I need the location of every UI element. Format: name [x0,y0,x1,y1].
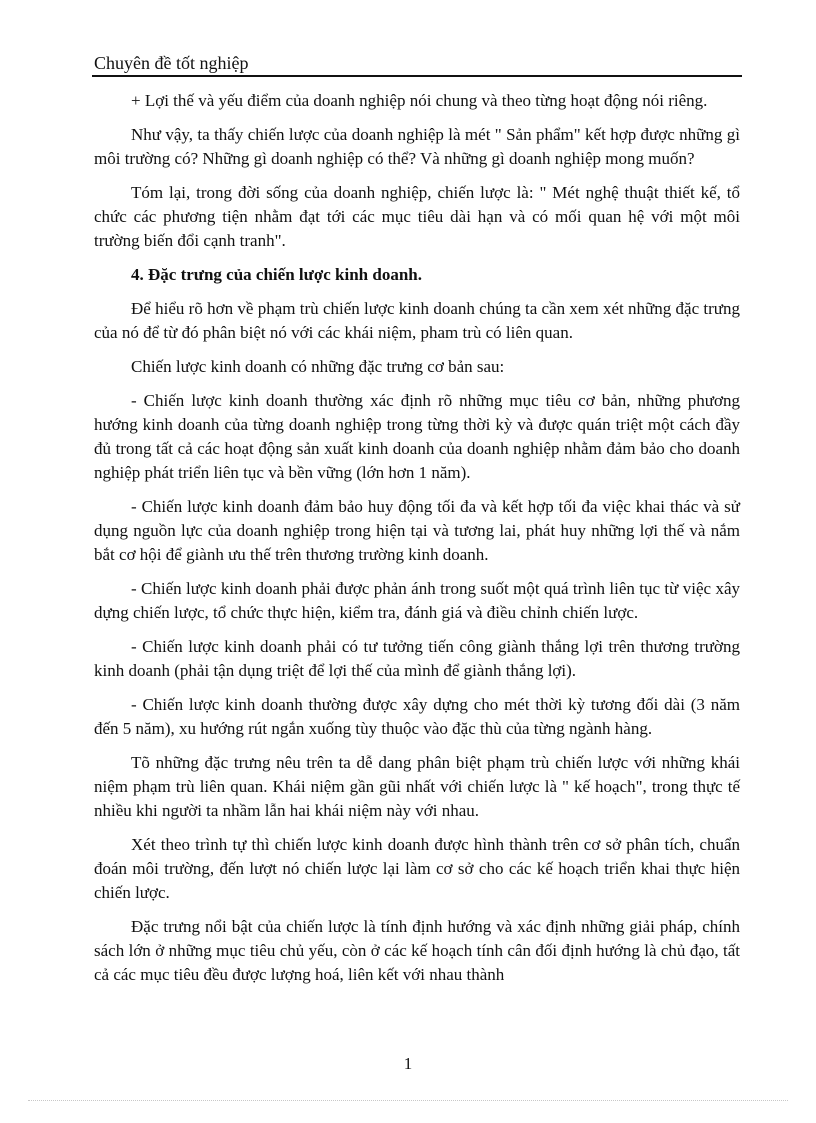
paragraph-summary: Tóm lại, trong đời sống của doanh nghiệp, chiến lược là: " Mét nghệ thuật thiết kế, tổ chức các phương tiện nhằm đạt tới các mục tiêu dài hạn và có mối quan hệ với một môi trường biến đổi cạnh tranh". [94,183,740,250]
paragraph-characteristics-lead: Chiến lược kinh doanh có những đặc trưng cơ bản sau: [131,357,505,376]
paragraph-intro: Để hiểu rõ hơn về phạm trù chiến lược kinh doanh chúng ta cần xem xét những đặc trưng của nó để từ đó phân biệt nó với các khái niệm, pham trù có liên quan. [94,299,740,342]
page-number: 1 [403,1054,413,1073]
paragraph-sequence: Xét theo trình tự thì chiến lược kinh doanh được hình thành trên cơ sở phân tích, chuẩn đoán môi trường, đến lượt nó chiến lược lại làm cơ sở cho các kế hoạch triển khai thực hiện chiến lược. [94,835,740,902]
page-bottom-divider [28,1100,788,1101]
list-item-timeframe: - Chiến lược kinh doanh thường được xây dựng cho mét thời kỳ tương đối dài (3 năm đến 5 năm), xu hướng rút ngắn xuống tùy thuộc vào đặc thù của từng ngành hàng. [94,695,740,738]
paragraph-orientation: Đặc trưng nổi bật của chiến lược là tính định hướng và xác định những giải pháp, chính sách lớn ở những mục tiêu chủ yếu, còn ở các kế hoạch tính cân đối định hướng là chủ đạo, tất cả các mục tiêu đều được lượng hoá, liên kết với nhau thành [94,917,740,984]
list-item-resources: - Chiến lược kinh doanh đảm bảo huy động tối đa và kết hợp tối đa việc khai thác và sử dụng nguồn lực của doanh nghiệp trong hiện tại và tương lai, phát huy những lợi thế và nắm bắt cơ hội để giành ưu thế trên thương trường kinh doanh. [94,497,740,564]
list-item-process: - Chiến lược kinh doanh phải được phản ánh trong suốt một quá trình liên tục từ việc xây dựng chiến lược, tổ chức thực hiện, kiểm tra, đánh giá và điều chỉnh chiến lược. [94,579,740,622]
list-item-offensive: - Chiến lược kinh doanh phải có tư tưởng tiến công giành thắng lợi trên thương trường kinh doanh (phải tận dụng triệt để lợi thế của mình để giành thắng lợi). [94,637,740,680]
paragraph-distinction: Tõ những đặc trưng nêu trên ta dễ dang phân biệt phạm trù chiến lược với những khái niệm phạm trù liên quan. Khái niệm gần gũi nhất với chiến lược là " kế hoạch", trong thực tế nhiều khi người ta nhầm lẫn hai khái niệm này với nhau. [94,753,740,820]
header-divider [92,75,742,77]
section-heading: 4. Đặc trưng của chiến lược kinh doanh. [131,265,422,284]
page-header-title: Chuyên đề tốt nghiệp [94,53,249,73]
paragraph-advantages: + Lợi thế và yếu điểm của doanh nghiệp nói chung và theo từng hoạt động nói riêng. [131,91,708,110]
list-item-goals: - Chiến lược kinh doanh thường xác định rõ những mục tiêu cơ bản, những phương hướng kinh doanh của từng doanh nghiệp trong từng thời kỳ và được quán triệt một cách đầy đủ trong tất cả các hoạt động sản xuất kinh doanh của doanh nghiệp nhằm đảm bảo cho doanh nghiệp phát triển liên tục và bền vững (lớn hơn 1 năm). [94,391,740,482]
document-body [94,89,740,997]
paragraph-product: Như vậy, ta thấy chiến lược của doanh nghiệp là mét " Sản phẩm" kết hợp được những gì môi trường có? Những gì doanh nghiệp có thể? Và những gì doanh nghiệp mong muốn? [94,125,740,168]
